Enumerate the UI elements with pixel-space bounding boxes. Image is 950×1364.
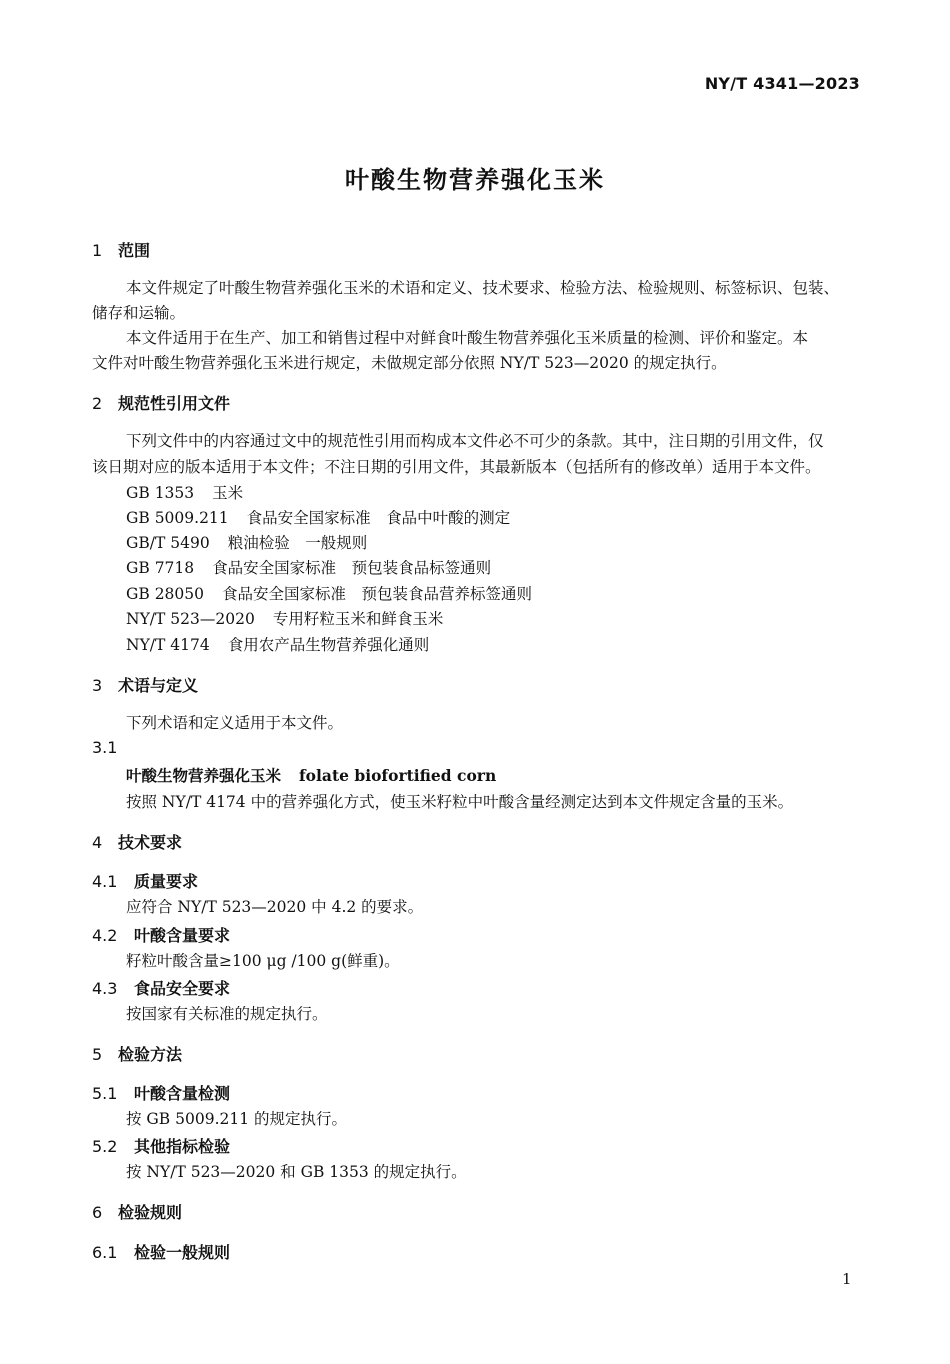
reference-title: 食用农产品生物营养强化通则: [227, 636, 430, 654]
subsection-title: 叶酸含量检测: [134, 1084, 231, 1103]
section-title: 术语与定义: [118, 676, 199, 695]
subsection-number: 6.1: [92, 1243, 118, 1262]
subsection-title: 食品安全要求: [134, 979, 231, 998]
subsection-3-1-number: [92, 738, 117, 757]
section-number: 2: [92, 394, 103, 413]
term-entry: [126, 764, 496, 786]
section-6-heading: [92, 1200, 182, 1223]
section-4-heading: [92, 830, 182, 853]
paragraph-line: 下列术语和定义适用于本文件。: [126, 714, 344, 732]
page-number: 1: [842, 1270, 852, 1288]
subsection-title: 叶酸含量要求: [134, 926, 231, 945]
subsection-title: 检验一般规则: [134, 1243, 231, 1262]
reference-item: [126, 506, 510, 528]
term-english: folate biofortified corn: [299, 766, 497, 785]
reference-code: NY/T 523—2020: [126, 610, 255, 628]
standard-number: NY/T 4341—2023: [704, 74, 860, 93]
paragraph-line: 应符合 NY/T 523—2020 中 4.2 的要求。: [126, 898, 424, 916]
paragraph-line: 按 GB 5009.211 的规定执行。: [126, 1110, 348, 1128]
subsection-5-1-heading: [92, 1081, 230, 1104]
section-number: 6: [92, 1203, 103, 1222]
subsection-6-1-heading: [92, 1240, 230, 1263]
reference-code: GB 28050: [126, 585, 205, 603]
section-title: 检验规则: [118, 1203, 183, 1222]
section-2-heading: [92, 391, 230, 414]
subsection-title: 质量要求: [134, 872, 199, 891]
section-number: 5: [92, 1045, 103, 1064]
paragraph-line: 本文件适用于在生产、加工和销售过程中对鲜食叶酸生物营养强化玉米质量的检测、评价和鉴定。本: [126, 329, 809, 347]
subsection-4-2-heading: [92, 923, 230, 946]
section-number: 1: [92, 241, 103, 260]
paragraph-line: 储存和运输。: [92, 304, 186, 322]
subsection-number: 5.2: [92, 1137, 118, 1156]
reference-code: GB 7718: [126, 559, 195, 577]
reference-code: NY/T 4174: [126, 636, 210, 654]
section-3-heading: [92, 673, 198, 696]
reference-code: GB/T 5490: [126, 534, 210, 552]
reference-item: [126, 582, 532, 604]
subsection-number: 3.1: [92, 738, 118, 757]
paragraph-line: 按 NY/T 523—2020 和 GB 1353 的规定执行。: [126, 1163, 467, 1181]
subsection-4-1-heading: [92, 869, 198, 892]
reference-item: [126, 556, 491, 578]
section-title: 范围: [118, 241, 151, 260]
paragraph-line: 文件对叶酸生物营养强化玉米进行规定，未做规定部分依照 NY/T 523—2020 的规定执行。: [92, 354, 727, 372]
paragraph-line: 籽粒叶酸含量≥100 μg /100 g(鲜重)。: [126, 952, 400, 970]
section-title: 规范性引用文件: [118, 394, 231, 413]
paragraph-line: 本文件规定了叶酸生物营养强化玉米的术语和定义、技术要求、检验方法、检验规则、标签标识、包装、: [126, 279, 840, 297]
reference-title: 食品安全国家标准 预包装食品标签通则: [212, 559, 492, 577]
term-definition: 按照 NY/T 4174 中的营养强化方式，使玉米籽粒中叶酸含量经测定达到本文件规定含量的玉米。: [126, 793, 794, 811]
reference-title: 粮油检验 一般规则: [227, 534, 368, 552]
subsection-number: 4.3: [92, 979, 118, 998]
section-5-heading: [92, 1042, 182, 1065]
paragraph-line: 按国家有关标准的规定执行。: [126, 1005, 328, 1023]
reference-item: [126, 607, 443, 629]
reference-code: GB 1353: [126, 484, 195, 502]
reference-title: 食品安全国家标准 食品中叶酸的测定: [246, 509, 511, 527]
term-chinese: 叶酸生物营养强化玉米: [126, 767, 282, 785]
reference-item: [126, 481, 243, 503]
subsection-number: 4.1: [92, 872, 118, 891]
reference-item: [126, 633, 429, 655]
section-1-heading: [92, 238, 150, 261]
reference-item: [126, 531, 367, 553]
section-title: 技术要求: [118, 833, 183, 852]
paragraph-line: 下列文件中的内容通过文中的规范性引用而构成本文件必不可少的条款。其中，注日期的引用文件，仅: [126, 432, 824, 450]
subsection-number: 5.1: [92, 1084, 118, 1103]
subsection-4-3-heading: [92, 976, 230, 999]
document-title: 叶酸生物营养强化玉米: [345, 166, 605, 194]
reference-code: GB 5009.211: [126, 509, 229, 527]
section-title: 检验方法: [118, 1045, 183, 1064]
section-number: 4: [92, 833, 103, 852]
reference-title: 专用籽粒玉米和鲜食玉米: [272, 610, 444, 628]
subsection-title: 其他指标检验: [134, 1137, 231, 1156]
section-number: 3: [92, 676, 103, 695]
reference-title: 食品安全国家标准 预包装食品营养标签通则: [222, 585, 533, 603]
subsection-number: 4.2: [92, 926, 118, 945]
paragraph-line: 该日期对应的版本适用于本文件；不注日期的引用文件，其最新版本（包括所有的修改单）适用于本文件。: [92, 458, 821, 476]
reference-title: 玉米: [212, 484, 244, 502]
subsection-5-2-heading: [92, 1134, 230, 1157]
